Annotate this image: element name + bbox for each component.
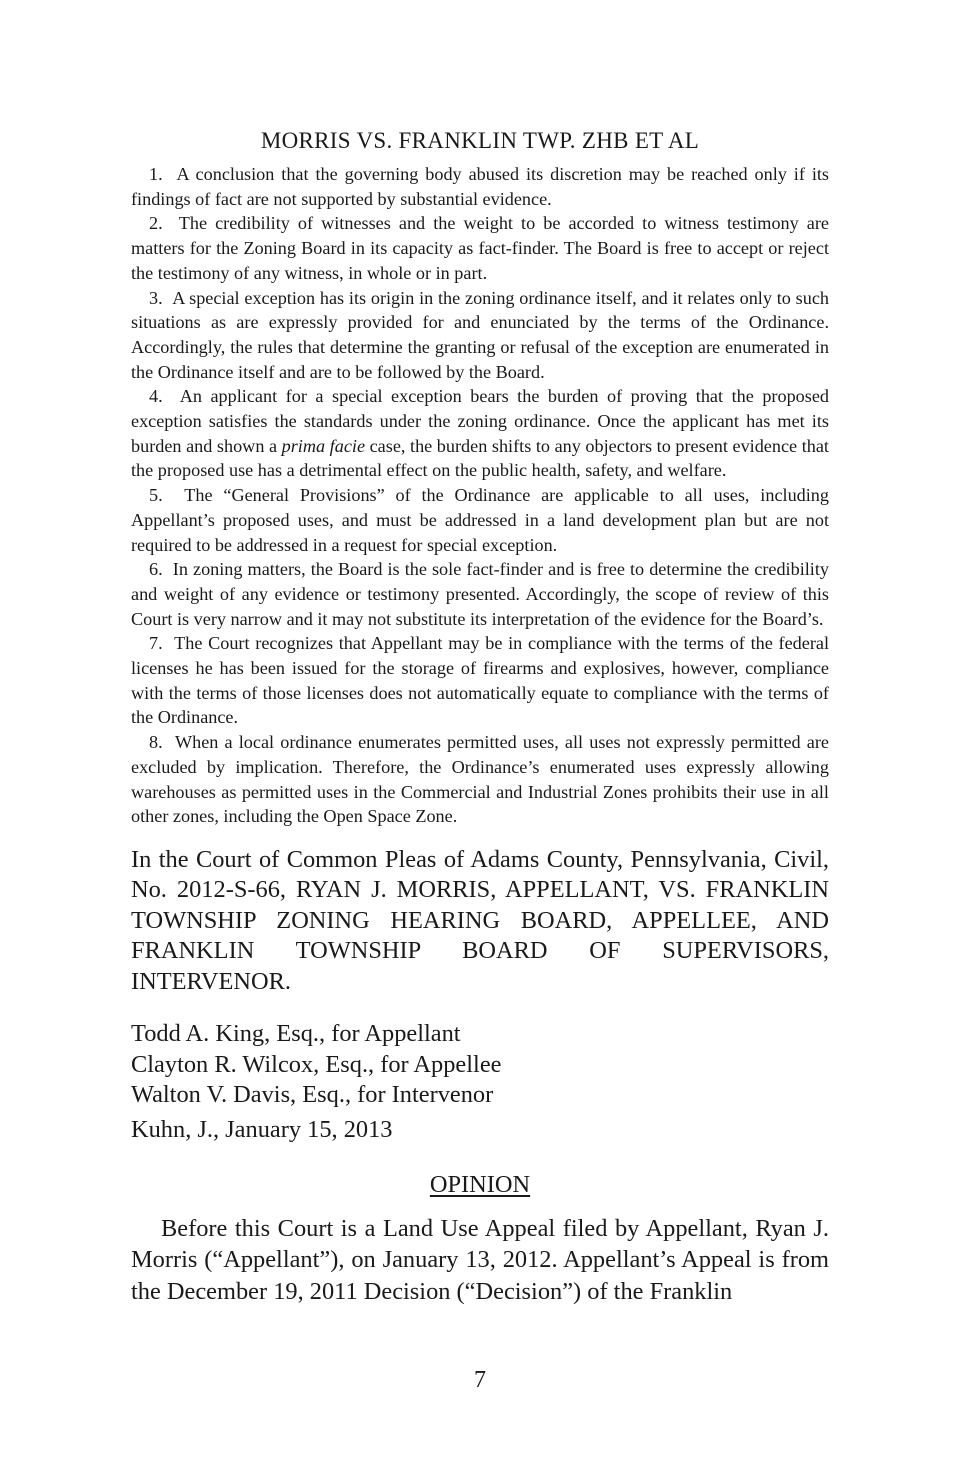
headnote-5 xyxy=(131,483,829,557)
counsel-list xyxy=(131,1019,829,1111)
headnote-text: In zoning matters, the Board is the sole fact-finder and is free to determine the credibility and weight of any evidence or testimony presented. Accordingly, the scope of review of this Court is very narrow and it may not substitute its interpretation of the evidence for the Board’s. xyxy=(131,559,830,629)
headnote-text: A special exception has its origin in the zoning ordinance itself, and it relates only to such situations as are expressly provided for and enunciated by the terms of the Ordinance. Accordingly, the rules that determine the granting or refusal of the exception are enumerated in the Ordinance itself and are to be followed by the Board. xyxy=(131,287,829,382)
opinion-paragraph: Before this Court is a Land Use Appeal filed by Appellant, Ryan J. Morris (“Appellant”), on January 13, 2012. Appellant’s Appeal is from the December 19, 2011 Decision (“Decision”) of the Franklin xyxy=(131,1214,829,1305)
opinion-heading: OPINION xyxy=(429,1171,531,1199)
counsel-appellee: Clayton R. Wilcox, Esq., for Appellee xyxy=(131,1050,502,1078)
case-caption: In the Court of Common Pleas of Adams County, Pennsylvania, Civil, No. 2012-S-66, RYAN J. MORRIS, APPELLANT, VS. FRANKLIN TOWNSHIP ZONING HEARING BOARD, APPELLEE, AND FRANKLIN TOWNSHIP BOARD OF SUPERVISORS, INTERVENOR. xyxy=(131,845,829,995)
headnote-text: case, the burden shifts to any objectors to present evidence that the proposed use has a detrimental effect on the public health, safety, and welfare. xyxy=(131,435,829,481)
headnote-6 xyxy=(131,557,829,631)
headnote-number: 7. xyxy=(149,633,163,654)
headnote-7 xyxy=(131,631,829,730)
headnote-number: 5. xyxy=(149,485,163,506)
headnotes xyxy=(131,162,829,829)
headnote-8 xyxy=(131,730,829,829)
headnote-text: A conclusion that the governing body abused its discretion may be reached only if its findings of fact are not supported by substantial evidence. xyxy=(131,164,830,209)
headnote-number: 1. xyxy=(149,164,163,184)
headnote-number: 2. xyxy=(149,213,163,234)
counsel-appellant: Todd A. King, Esq., for Appellant xyxy=(131,1020,461,1048)
headnote-text: When a local ordinance enumerates permitted uses, all uses not expressly permitted are excluded by implication. Therefore, the Ordinance’s enumerated uses expressly allowing warehouses as permitted uses in the Commercial and Industrial Zones prohibits their use in all other zones, including the Open Space Zone. xyxy=(131,732,829,827)
headnote-number: 6. xyxy=(149,559,163,580)
headnote-text: The Court recognizes that Appellant may be in compliance with the terms of the federal licenses he has been issued for the storage of firearms and explosives, however, compliance with the terms of those licenses does not automatically equate to compliance with the terms of the Ordinance. xyxy=(131,633,830,728)
headnote-italic-term: prima facie xyxy=(281,435,366,456)
headnote-text: The “General Provisions” of the Ordinance are applicable to all uses, including Appellant’s proposed uses, and must be addressed in a land development plan but are not required to be addressed in a request for special exception. xyxy=(131,485,829,555)
headnote-number: 4. xyxy=(149,386,163,407)
headnote-1 xyxy=(131,162,829,211)
headnote-4 xyxy=(131,384,829,483)
headnote-text: An applicant for a special exception bears the burden of proving that the proposed exception satisfies the standards under the zoning ordinance. Once the applicant has met its burden and shown a xyxy=(131,386,830,456)
page-content xyxy=(131,126,829,1307)
page-number: 7 xyxy=(474,1367,486,1393)
headnote-2 xyxy=(131,211,829,285)
headnote-text: The credibility of witnesses and the weight to be accorded to witness testimony are matters for the Zoning Board in its capacity as fact-finder. The Board is free to accept or reject the testimony of any witness, in whole or in part. xyxy=(131,213,829,283)
headnote-number: 3. xyxy=(149,287,163,308)
running-head: MORRIS VS. FRANKLIN TWP. ZHB ET AL xyxy=(260,128,700,153)
judge-date-line: Kuhn, J., January 15, 2013 xyxy=(131,1115,393,1143)
counsel-intervenor: Walton V. Davis, Esq., for Intervenor xyxy=(131,1081,494,1109)
headnote-number: 8. xyxy=(149,732,163,753)
headnote-3 xyxy=(131,286,829,385)
